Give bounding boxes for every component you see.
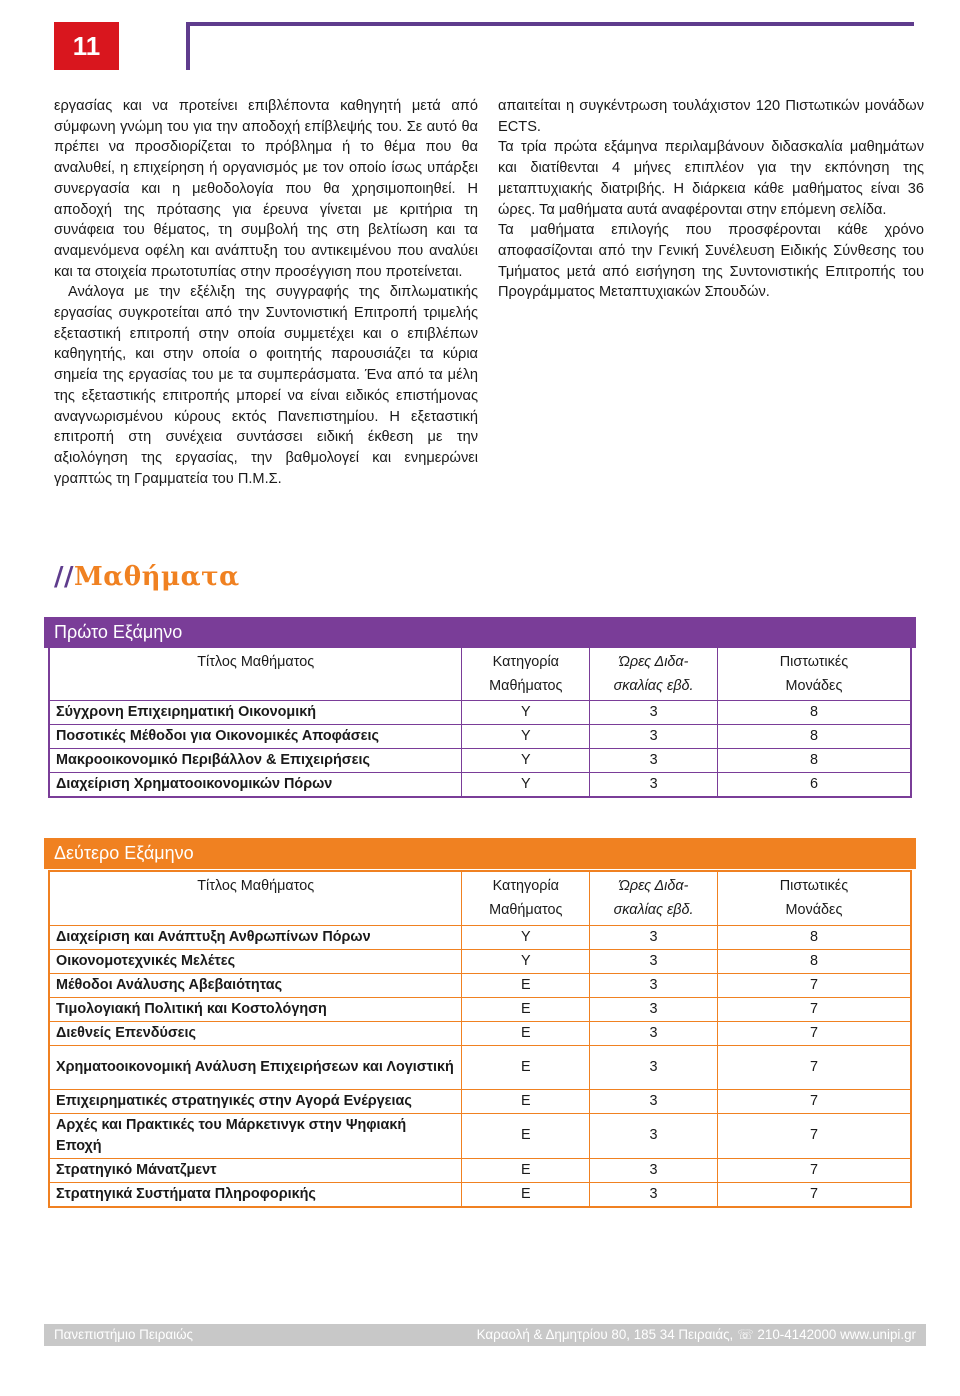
left-paragraph-1: εργασίας και να προτείνει επιβλέποντα καθηγητή μετά από σύμφωνη γνώμη του για την αποδοχή επίβλεψής του. Σε αυτό θα πρέπει να προσδιορίζεται το πρόβλημα ή το θέμα που θα αναλυθεί, η επιχείρηση ή οργανισμός με τον οποίο ίσως υπάρξει συνεργασία και η μεθοδολογία που θα χρησιμοποιηθεί. Η αποδοχή της πρότασης για έρευνα γίνεται με κριτήρια τη συνάφεια του θέματος, τη συμβολή της στη βελτίωση και τα αναμενόμενα οφέλη και ανάπτυξη του αντικειμένου που αναλύει και τα στοιχεία πρωτοτυπίας στην προσέγγιση που προτείνεται.	[54, 98, 478, 280]
header-hours-line2: σκαλίας εβδ.	[613, 678, 694, 694]
course-credits: 8	[717, 949, 911, 973]
course-title: Διαχείριση Χρηματοοικονομικών Πόρων	[49, 773, 462, 798]
header-title	[49, 647, 462, 701]
course-credits: 8	[717, 749, 911, 773]
semester-2-label: Δεύτερο Εξάμηνο	[54, 843, 194, 863]
table-row	[49, 1045, 911, 1089]
course-credits: 7	[717, 1113, 911, 1158]
header-category-line2: Μαθήματος	[489, 678, 563, 694]
section-heading-title: Μαθήματα	[74, 562, 240, 592]
course-title: Διαχείριση και Ανάπτυξη Ανθρωπίνων Πόρων	[49, 925, 462, 949]
course-title: Αρχές και Πρακτικές του Μάρκετινγκ στην Ψηφιακή Εποχή	[49, 1113, 462, 1158]
course-category: Ε	[462, 1158, 590, 1182]
course-hours: 3	[590, 1089, 718, 1113]
header-credits-line2: Μονάδες	[785, 678, 843, 694]
course-title: Χρηματοοικονομική Ανάλυση Επιχειρήσεων και Λογιστική	[49, 1045, 462, 1089]
header-rule-vertical	[186, 22, 190, 70]
course-title: Τιμολογιακή Πολιτική και Κοστολόγηση	[49, 997, 462, 1021]
semester-2-table	[48, 870, 912, 1208]
course-hours: 3	[590, 925, 718, 949]
table-row	[49, 1021, 911, 1045]
right-column	[498, 96, 924, 303]
table-row	[49, 949, 911, 973]
header-hours-line1: Ώρες Διδα-	[618, 654, 689, 670]
course-hours: 3	[590, 1182, 718, 1207]
course-credits: 6	[717, 773, 911, 798]
course-credits: 8	[717, 701, 911, 725]
semester-2-band	[44, 838, 916, 869]
course-category: Υ	[462, 749, 590, 773]
course-credits: 8	[717, 925, 911, 949]
course-hours: 3	[590, 997, 718, 1021]
course-title: Σύγχρονη Επιχειρηματική Οικονομική	[49, 701, 462, 725]
course-category: Υ	[462, 925, 590, 949]
header-hours	[590, 871, 718, 925]
course-hours: 3	[590, 1113, 718, 1158]
table-row	[49, 1089, 911, 1113]
course-hours: 3	[590, 1158, 718, 1182]
table-row	[49, 925, 911, 949]
section-heading-slashes: //	[54, 562, 74, 592]
table-row	[49, 1182, 911, 1207]
course-category: Ε	[462, 1045, 590, 1089]
page-footer	[44, 1324, 926, 1346]
header-hours-line2: σκαλίας εβδ.	[613, 902, 694, 918]
course-category: Ε	[462, 973, 590, 997]
footer-university: Πανεπιστήμιο Πειραιώς	[54, 1327, 194, 1342]
semester-1-table	[48, 646, 912, 798]
course-category: Υ	[462, 725, 590, 749]
course-category: Ε	[462, 1113, 590, 1158]
page-number: 11	[72, 30, 101, 61]
course-hours: 3	[590, 725, 718, 749]
course-title: Στρατηγικά Συστήματα Πληροφορικής	[49, 1182, 462, 1207]
course-credits: 7	[717, 1089, 911, 1113]
right-paragraph-1: απαιτείται η συγκέντρωση τουλάχιστον 120 Πιστωτικών μονάδων ECTS.	[498, 98, 924, 135]
course-hours: 3	[590, 749, 718, 773]
course-title: Επιχειρηματικές στρατηγικές στην Αγορά Ενέργειας	[49, 1089, 462, 1113]
course-category: Υ	[462, 701, 590, 725]
section-heading	[54, 562, 240, 592]
header-category	[462, 647, 590, 701]
header-credits	[717, 871, 911, 925]
left-paragraph-2: Ανάλογα με την εξέλιξη της συγγραφής της διπλωματικής εργασίας συγκροτείται από την Συντονιστική Επιτροπή τριμελής εξεταστική επιτροπή στην οποία συμμετέχει και ο επιβλέπων καθηγητής, και στην οποία ο φοιτητής παρουσιάζει τα κύρια σημεία της εργασίας του με τα συμπεράσματα. Ένα από τα μέλη της εξεταστικής επιτροπής μπορεί να είναι ειδικός επιστήμονας αναγνωρισμένου κύρους εκτός Πανεπιστημίου. Η εξεταστική επιτροπή στη συνέχεια συντάσσει ειδική έκθεση με την αξιολόγηση της εργασίας, την βαθμολογεί και ενημερώνει γραπτώς τη Γραμματεία του Π.Μ.Σ.	[54, 284, 478, 487]
header-credits	[717, 647, 911, 701]
header-category-line1: Κατηγορία	[492, 654, 559, 670]
header-title	[49, 871, 462, 925]
semester-1-label: Πρώτο Εξάμηνο	[54, 622, 183, 642]
header-credits-line1: Πιστωτικές	[779, 878, 849, 894]
header-credits-line1: Πιστωτικές	[779, 654, 849, 670]
semester-1-band	[44, 617, 916, 648]
course-credits: 7	[717, 1158, 911, 1182]
course-category: Υ	[462, 949, 590, 973]
course-title: Διεθνείς Επενδύσεις	[49, 1021, 462, 1045]
course-category: Ε	[462, 1182, 590, 1207]
header-title-text: Τίτλος Μαθήματος	[197, 878, 315, 894]
course-hours: 3	[590, 1021, 718, 1045]
course-credits: 7	[717, 973, 911, 997]
header-category-line2: Μαθήματος	[489, 902, 563, 918]
course-category: Ε	[462, 1021, 590, 1045]
course-category: Ε	[462, 997, 590, 1021]
right-paragraph-3: Τα μαθήματα επιλογής που προσφέρονται κάθε χρόνο αποφασίζονται από την Γενική Συνέλευση Ειδικής Σύνθεσης του Τμήματος μετά από εισήγηση της Συντονιστικής Επιτροπής του Προγράμματος Μεταπτυχιακών Σπουδών.	[498, 222, 924, 301]
course-hours: 3	[590, 701, 718, 725]
table-row	[49, 725, 911, 749]
table-header-row	[49, 871, 911, 925]
header-rule	[186, 22, 914, 26]
header-category	[462, 871, 590, 925]
course-hours: 3	[590, 949, 718, 973]
table-header-row	[49, 647, 911, 701]
course-credits: 7	[717, 1045, 911, 1089]
table-row	[49, 973, 911, 997]
course-title: Μακροοικονομικό Περιβάλλον & Επιχειρήσεις	[49, 749, 462, 773]
course-category: Ε	[462, 1089, 590, 1113]
course-category: Υ	[462, 773, 590, 798]
header-category-line1: Κατηγορία	[492, 878, 559, 894]
course-credits: 7	[717, 1021, 911, 1045]
table-row	[49, 1158, 911, 1182]
course-title: Μέθοδοι Ανάλυσης Αβεβαιότητας	[49, 973, 462, 997]
table-row	[49, 773, 911, 798]
course-title: Ποσοτικές Μέθοδοι για Οικονομικές Αποφάσεις	[49, 725, 462, 749]
table-row	[49, 749, 911, 773]
course-credits: 7	[717, 1182, 911, 1207]
header-credits-line2: Μονάδες	[785, 902, 843, 918]
footer-contact: Καραολή & Δημητρίου 80, 185 34 Πειραιάς, ☏ 210-4142000 www.unipi.gr	[476, 1327, 916, 1342]
page-number-badge	[54, 22, 119, 70]
table-row	[49, 997, 911, 1021]
header-hours-line1: Ώρες Διδα-	[618, 878, 689, 894]
course-hours: 3	[590, 1045, 718, 1089]
left-column	[54, 96, 478, 489]
header-title-text: Τίτλος Μαθήματος	[197, 654, 315, 670]
course-title: Στρατηγικό Μάνατζμεντ	[49, 1158, 462, 1182]
course-credits: 8	[717, 725, 911, 749]
course-hours: 3	[590, 773, 718, 798]
course-hours: 3	[590, 973, 718, 997]
course-credits: 7	[717, 997, 911, 1021]
right-paragraph-2: Τα τρία πρώτα εξάμηνα περιλαμβάνουν διδασκαλία μαθημάτων και διατίθενται 4 μήνες επιπλέον για την εκπόνηση της μεταπτυχιακής διατριβής. Η διάρκεια κάθε μαθήματος είναι 36 ώρες. Τα μαθήματα αυτά αναφέρονται στην επόμενη σελίδα.	[498, 139, 924, 218]
header-hours	[590, 647, 718, 701]
table-row	[49, 1113, 911, 1158]
table-row	[49, 701, 911, 725]
course-title: Οικονομοτεχνικές Μελέτες	[49, 949, 462, 973]
